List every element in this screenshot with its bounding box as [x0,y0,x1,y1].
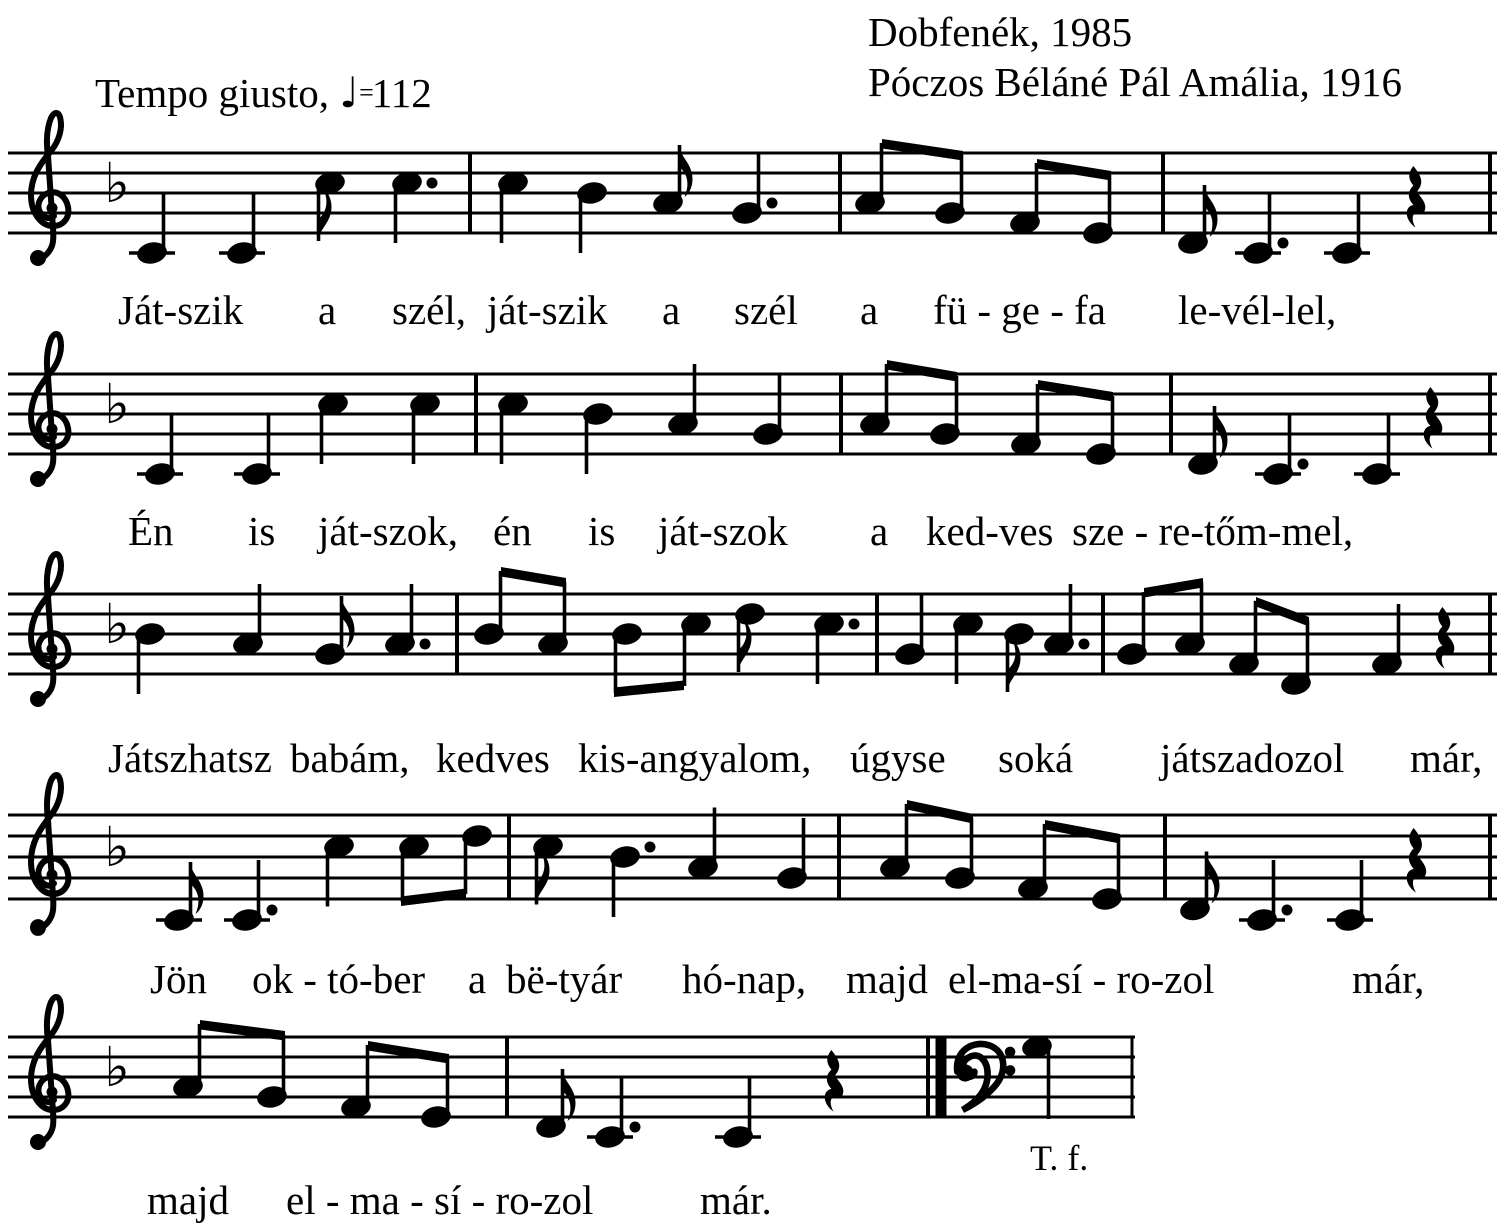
eighth-flag [1008,640,1021,692]
lyric-syllable: a [870,508,889,554]
note [137,414,183,487]
lyric-syllable: babám, [290,735,410,781]
note [575,180,609,253]
clef-bottom-blob [30,691,46,707]
note [686,808,720,881]
barline [1131,1037,1134,1117]
note [419,1058,453,1131]
staff-system-4 [8,775,1497,936]
lyric-syllable: már, [1352,956,1425,1002]
barline [1488,374,1492,454]
note [928,376,962,447]
lyric-syllable: ok - tó-ber [252,956,426,1002]
augmentation-dot [1079,639,1090,650]
note [1186,406,1227,477]
lyric-syllable: majd [846,956,928,1002]
barline [1169,374,1173,454]
beam [907,800,973,824]
barline [468,153,472,233]
staff-system-5 [8,997,1135,1150]
note [610,621,644,693]
lyric-syllable: Jön [150,956,207,1002]
bass-clef-dot [1005,1047,1016,1058]
clef-bottom-blob [30,250,46,266]
barline [926,1037,930,1117]
barline [505,1037,509,1117]
beam [1038,380,1113,402]
barline [838,153,842,233]
barline [1488,153,1492,233]
quarter-note-icon: ♩ [339,68,360,117]
note [1279,620,1313,697]
beam [1037,159,1111,181]
eighth-flag [342,596,355,648]
barline [936,1037,947,1117]
barline [837,815,841,899]
lyric-syllable: a [860,287,879,333]
staff-system-1 [8,113,1497,266]
note [751,374,785,447]
augmentation-dot [1282,905,1293,916]
treble-clef-icon [30,113,68,266]
note [1178,852,1219,923]
lyric-syllable: hó-nap, [682,956,807,1002]
note [1081,175,1115,247]
note [893,594,927,667]
note [234,414,280,487]
note [1115,592,1149,667]
lyric-syllable: is [588,508,616,554]
barline [474,374,478,454]
treble-clef-icon [30,554,68,707]
lyric-syllable: Ját-szik [118,287,244,333]
lyric-syllable: már, [1410,735,1483,781]
treble-clef-stroke [31,113,68,258]
staff-system-3 [8,554,1497,707]
note [1176,185,1217,256]
barline [455,594,459,674]
tempo-bpm: 112 [371,70,432,116]
quarter-rest-icon [1436,607,1455,669]
clef-bottom-blob [30,471,46,487]
lyric-line-3 [0,734,1500,780]
bass-clef-blob [957,1064,974,1081]
flat-sign-icon: ♭ [104,151,130,215]
treble-clef-stroke [31,997,68,1142]
clef-eye [47,1087,58,1098]
beam [1256,597,1309,627]
lyric-syllable: kedves [436,735,550,781]
lyric-syllable: úgyse [850,735,946,781]
note [133,621,167,694]
flat-sign-icon: ♭ [104,815,130,879]
note [651,145,692,216]
note [129,193,175,266]
clef-eye [47,424,58,435]
equals-sign: = [359,78,372,107]
beam [1045,820,1120,844]
note [322,833,356,906]
barline [1101,594,1105,674]
augmentation-dot [645,842,656,853]
barline [1163,815,1167,899]
bass-clef-dot [1005,1065,1016,1076]
lyric-syllable: én [493,508,532,554]
note [224,860,278,933]
note [587,1077,641,1150]
treble-clef-stroke [31,775,68,927]
lyric-syllable: ját-szok [658,508,788,554]
beam [501,567,566,588]
note [1002,621,1036,692]
clef-eye [47,644,58,655]
note [1327,860,1373,933]
quarter-rest-icon [825,1050,844,1112]
clef-eye [47,869,58,881]
note [1239,860,1293,933]
quarter-rest-icon [1407,166,1426,228]
note [775,818,809,891]
note [397,833,431,902]
lyric-line-4 [0,955,1500,1001]
augmentation-dot [849,619,860,630]
lyric-syllable: szél [734,287,798,333]
augmentation-dot [767,198,778,209]
lyric-line-1 [0,286,1500,332]
lyric-syllable: szél, [392,287,466,333]
note [581,401,615,474]
beam [887,360,957,382]
note [715,1077,761,1150]
lyric-syllable: Játszhatsz [108,735,272,781]
augmentation-dot [420,639,431,650]
staff-system-2 [8,334,1497,487]
tempo-label: Tempo giusto, [95,70,330,116]
lyric-syllable: bë-tyár [506,956,623,1002]
beam [401,889,466,907]
flat-sign-icon: ♭ [104,1035,130,1099]
barline [507,815,511,899]
lyric-syllable: ját-szok, [318,508,459,554]
lyric-syllable: Én [128,508,174,554]
lyric-syllable: kis-angyalom, [578,735,812,781]
barline [1161,153,1165,233]
flat-sign-icon: ♭ [104,372,130,436]
note [472,571,506,647]
lyric-syllable: ked-ves [926,508,1054,554]
note [171,1024,205,1100]
treble-clef-stroke [31,554,68,699]
beam [368,1041,449,1064]
note [1324,193,1370,266]
clef-eye [47,203,58,214]
quarter-rest-icon [1424,387,1443,449]
augmentation-dot [427,178,438,189]
lyric-syllable: is [248,508,276,554]
lyric-syllable: a [662,287,681,333]
lyric-syllable: le-vél-lel, [1178,287,1337,333]
note [313,170,347,241]
barline [1488,594,1492,674]
barline [1488,815,1492,899]
lyric-syllable: a [468,956,487,1002]
note [1354,414,1400,487]
treble-clef-icon [30,997,68,1150]
lyric-syllable: soká [998,735,1074,781]
lyric-syllable: el-ma-sí - ro-zol [948,956,1215,1002]
note [255,1035,289,1111]
note [534,1069,575,1140]
source-line: Dobfenék, 1985 [868,9,1133,55]
quarter-rest-icon [1407,828,1427,893]
note [1235,193,1289,266]
note [733,601,767,672]
note [730,153,777,226]
final-tone-label: T. f. [1030,1138,1089,1178]
treble-clef-icon [30,334,68,487]
note [1084,396,1118,467]
clef-bottom-blob [30,919,46,936]
flat-sign-icon: ♭ [104,592,130,656]
beam [882,139,963,161]
lyric-syllable: ját-szik [487,287,608,333]
note [219,193,265,266]
eighth-flag [739,620,752,672]
lyric-syllable: már. [700,1177,772,1223]
lyric-syllable: sze - re-tőm-mel, [1072,508,1354,554]
lyric-syllable: fü - ge - fa [933,287,1107,333]
eighth-flag [191,862,204,914]
augmentation-dot [630,1122,641,1133]
note [531,833,565,904]
barline [875,594,879,674]
augmentation-dot [267,905,278,916]
beam [614,681,684,698]
lyric-syllable: el - ma - sí - ro-zol [286,1177,594,1223]
note [1090,838,1124,913]
note [1227,601,1261,678]
treble-clef-stroke [31,334,68,479]
lyric-syllable: játszadozol [1160,735,1345,781]
note [943,818,977,892]
lyric-line-5 [0,1176,1500,1222]
clef-bottom-blob [30,1134,46,1150]
lyric-line-2 [0,507,1500,553]
performer-line: Póczos Béláné Pál Amália, 1916 [868,59,1403,105]
augmentation-dot [1298,459,1309,470]
note [313,596,354,667]
lyric-syllable: a [318,287,337,333]
augmentation-dot [1278,238,1289,249]
lyric-syllable: majd [147,1177,229,1223]
barline [839,374,843,454]
note [933,155,967,227]
note [1255,414,1309,487]
